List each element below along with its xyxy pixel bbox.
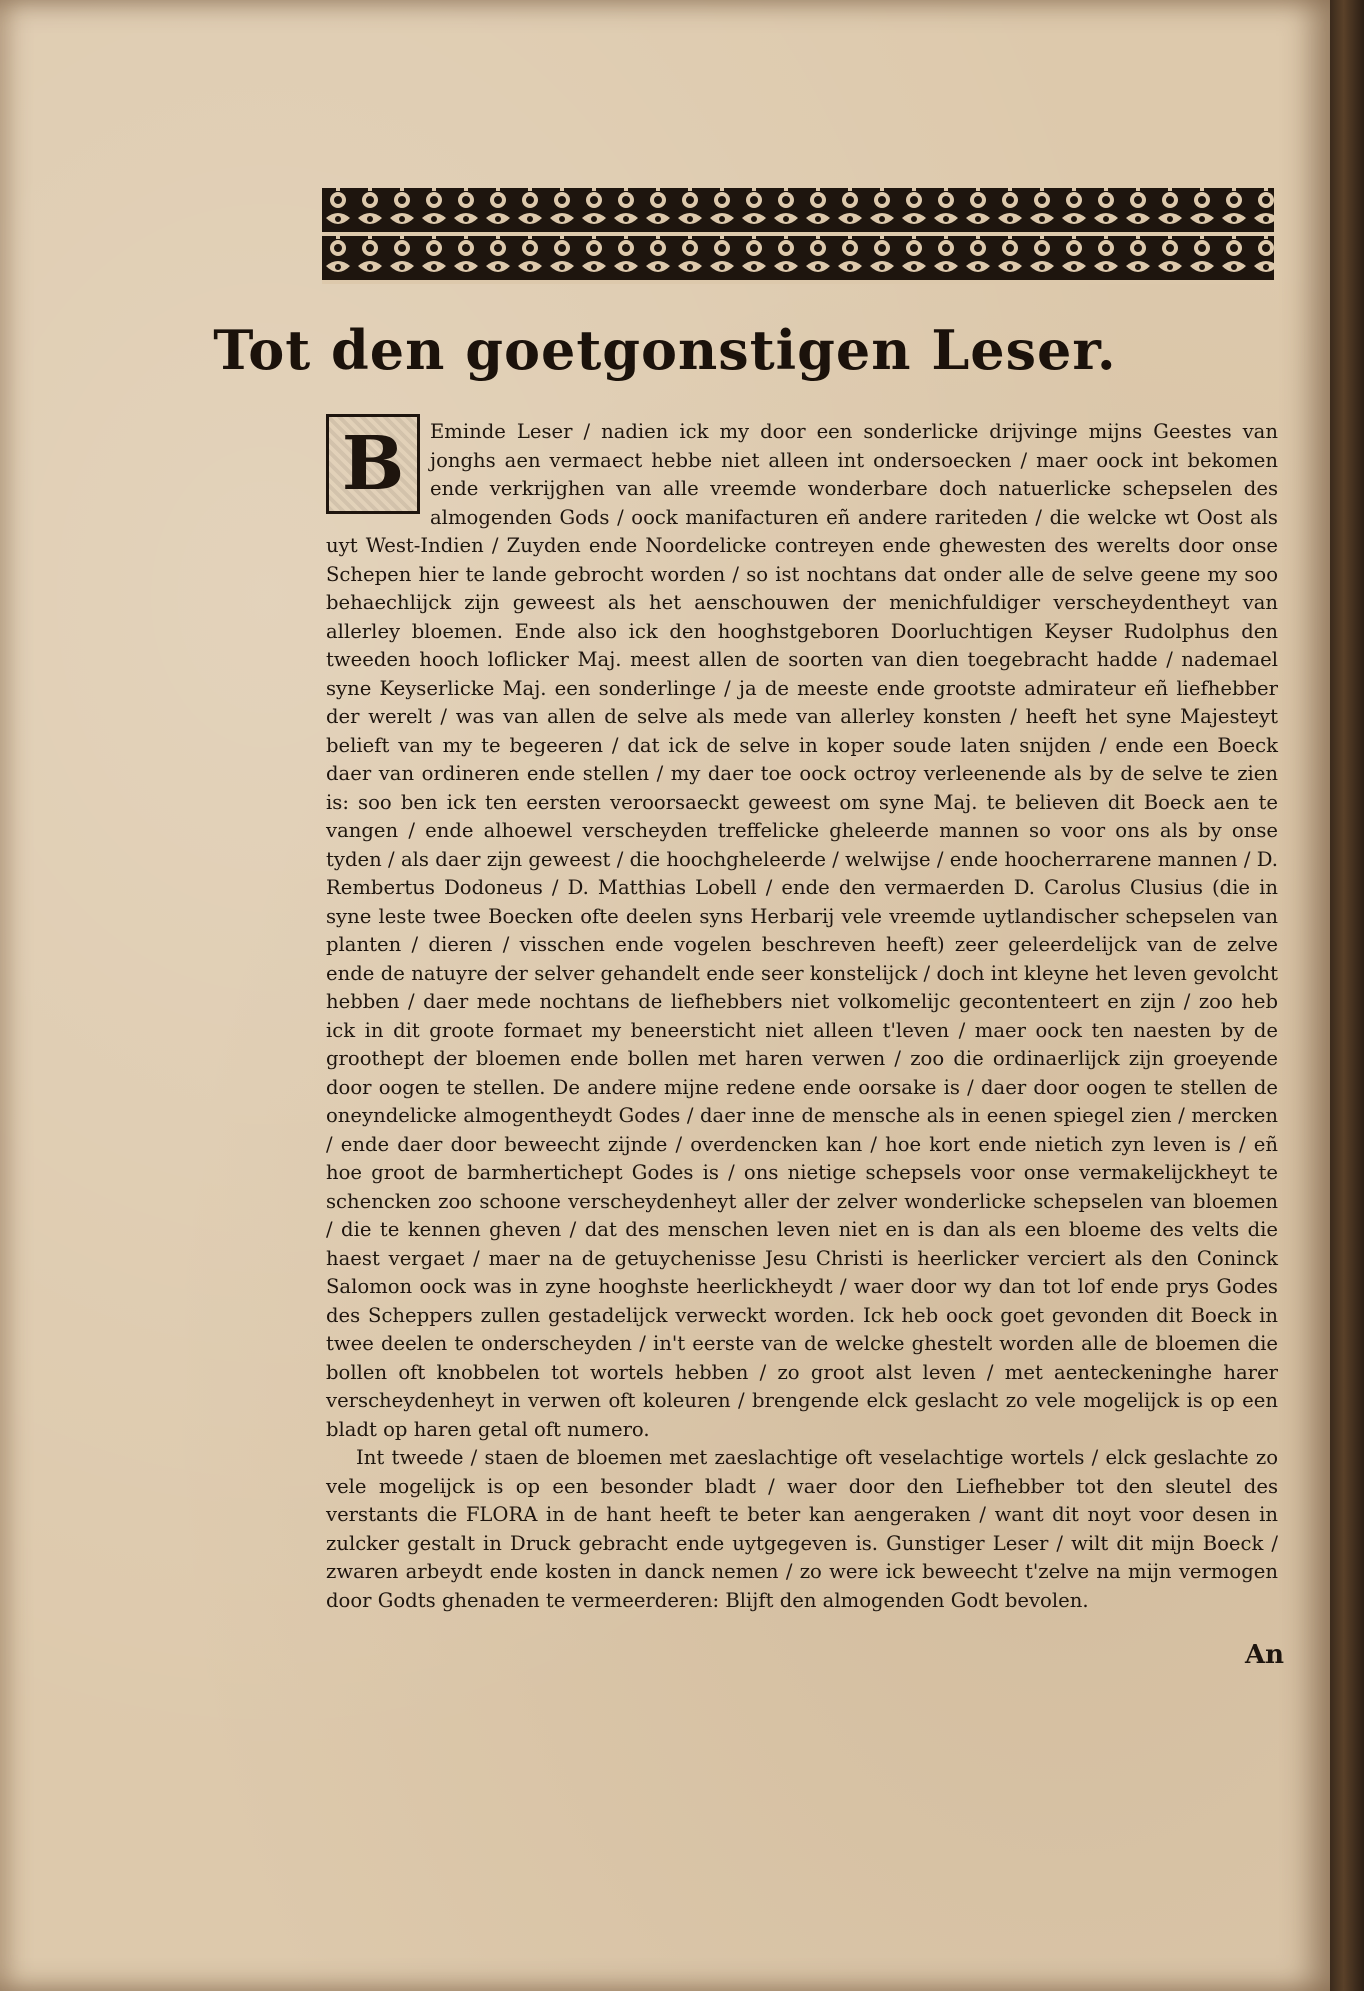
page-title: Tot den goetgonstigen Leser. bbox=[213, 318, 1117, 382]
paragraph-1-text: Eminde Leser / nadien ick my door een sonderlicke drijvinge mijns Geestes van jonghs aen vermaect hebbe niet alleen int ondersoecken / maer oock int bekomen ende verkrijghen van alle vreemde wonderbare doch natuerlicke schepselen des almogenden Gods / oock manifacturen eñ andere rariteden / die welcke wt Oost als uyt West-Indien / Zuyden ende Noordelicke contreyen ende ghewesten des werelts door onse Schepen hier te lande gebrocht worden / so ist nochtans dat onder alle de selve geene my soo behaechlijck zijn geweest als het aenschouwen der menichfuldiger verscheydentheyt van allerley bloemen. Ende also ick den hooghstgeboren Doorluchtigen Keyser Rudolphus den tweeden hooch loflicker Maj. meest allen de soorten van dien toegebracht hadde / nademael syne Keyserlicke Maj. een sonderlinge / ja de meeste ende grootste admirateur eñ liefhebber der werelt / was van allen de selve als mede van allerley konsten / heeft het syne Majesteyt belieft van my te begeeren / dat ick de selve in koper soude laten snijden / ende een Boeck daer van ordineren ende stellen / my daer toe oock octroy verleenende als by de selve te zien is: soo ben ick ten eersten veroorsaeckt geweest om syne Maj. te believen dit Boeck aen te vangen / ende alhoewel verscheyden treffelicke gheleerde mannen so voor ons als by onse tyden / als daer zijn geweest / die hoochgheleerde / welwijse / ende hoocherrarene mannen / D. Rembertus Dodoneus / D. Matthias Lobell / ende den vermaerden D. Carolus Clusius (die in syne leste twee Boecken ofte deelen syns Herbarij vele vreemde uytlandischer schepselen van planten / dieren / visschen ende vogelen beschreven heeft) zeer geleerdelijck van de zelve ende de natuyre der selver gehandelt ende seer konstelijck / doch int kleyne het leven gevolcht hebben / daer mede nochtans de liefhebbers niet volkomelijc gecontenteert en zijn / zoo heb ick in dit groote formaet my beneersticht niet alleen t'leven / maer oock ten naesten by de groothept der bloemen ende bollen met haren verwen / zoo die ordinaerlijck zijn groeyende door oogen te stellen. De andere mijne redene ende oorsake is / daer door oogen te stellen de oneyndelicke almogentheydt Godes / daer inne de mensche als in eenen spiegel zien / mercken / ende daer door beweecht zijnde / overdencken kan / hoe kort ende nietich zyn leven is / eñ hoe groot de barmhertichept Godes is / ons nietige schepsels voor onse vermakelijckheyt te schencken zoo schoone verscheydenheyt aller der zelver wonderlicke schepselen van bloemen / die te kennen gheven / dat des menschen leven niet en is dan als een bloeme des velts die haest vergaet / maer na de getuychenisse Jesu Christi is heerlicker verciert als den Coninck Salomon oock was in zyne hooghste heerlickheydt / waer door wy dan tot lof ende prys Godes des Scheppers zullen gestadelijck verweckt worden. Ick heb oock goet gevonden dit Boeck in twee deelen te onderscheyden / in't eerste van de welcke ghestelt worden alle de bloemen die bollen oft knobbelen tot wortels hebben / zo groot alst leven / met aenteckeninghe harer verscheydenheyt in verwen oft koleuren / brengende elck geslacht zo vele mogelijck is op een bladt op haren getal oft numero. bbox=[326, 420, 1278, 1441]
paragraph-2: Int tweede / staen de bloemen met zaeslachtige oft veselachtige wortels / elck geslachte zo vele mogelijck is op een besonder bladt / waer door den Liefhebber tot den sleutel des verstants die FLORA in de hant heeft te beter kan aengeraken / want dit noyt voor desen in zulcker gestalt in Druck gebracht ende uytgegeven is. Gunstiger Leser / wilt dit mijn Boeck / zwaren arbeydt ende kosten in danck nemen / zo were ick beweecht t'zelve na mijn vermogen door Godts ghenaden te vermeerderen: Blijft den almogenden Godt bevolen. bbox=[326, 1446, 1278, 1612]
body-text bbox=[326, 418, 1278, 1615]
ornamental-header-band bbox=[322, 188, 1274, 284]
drop-cap: B bbox=[326, 414, 420, 514]
catchword: An bbox=[1245, 1640, 1285, 1670]
paragraph-1 bbox=[326, 418, 1278, 1444]
page-edge-shadow bbox=[1330, 0, 1364, 1991]
